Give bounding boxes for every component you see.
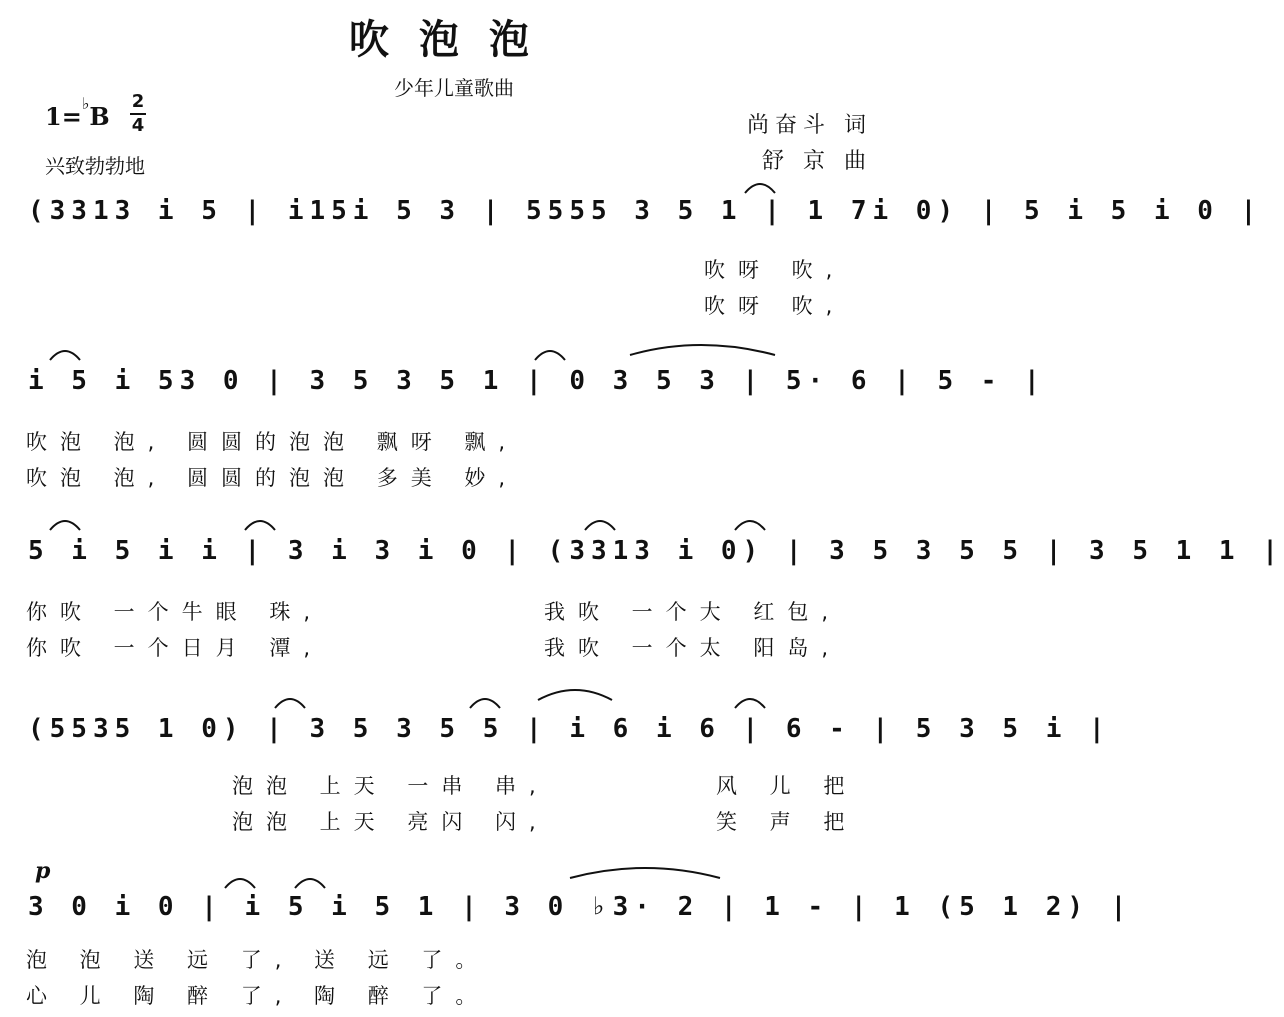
slur-14 [295, 879, 325, 888]
system-5-lyric-1: 泡 泡 送 远 了, 送 远 了。 [26, 948, 490, 972]
system-4-notes: (5535 1 0) | 3 5 3 5 5 | i 6 i 6 | 6 - | 5 3 5 i | [28, 714, 1111, 744]
system-3-lyric-4: 我吹 一个太 阳岛, [544, 636, 842, 660]
system-1-notes: (3313 i 5 | i15i 5 3 | 5555 3 5 1 | 1 7i 0) | 5 i 5 i 0 | [28, 196, 1263, 226]
song-title: 吹泡泡 [349, 16, 559, 63]
system-1-lyric-1: 吹呀 吹, [704, 258, 846, 282]
composer-credit: 舒 京 曲 [762, 149, 872, 174]
system-3-lyric-3: 我吹 一个大 红包, [544, 600, 842, 624]
slur-11 [538, 690, 612, 700]
time-top: 2 [131, 91, 145, 112]
system-4-lyric-2: 泡泡 上天 亮闪 闪, [232, 810, 549, 834]
key-note: B [89, 102, 110, 131]
system-3-notes: 5 i 5 i i | 3 i 3 i 0 | (3313 i 0) | 3 5 3 5 5 | 3 5 1 1 | [28, 536, 1284, 566]
slur-4 [630, 345, 775, 355]
slur-9 [275, 699, 305, 708]
system-2-lyric-1: 吹泡 泡, 圆圆的泡泡 飘呀 飘, [26, 430, 519, 454]
slur-3 [535, 351, 565, 360]
time-bottom: 4 [131, 115, 145, 136]
system-5-lyric-2: 心 儿 陶 醉 了, 陶 醉 了。 [26, 984, 490, 1008]
system-4-lyric-4: 笑 声 把 [716, 810, 858, 834]
flat-sign: ♭ [81, 94, 90, 113]
slur-13 [225, 879, 255, 888]
system-3-lyric-2: 你吹 一个日月 潭, [26, 636, 324, 660]
system-4-lyric-3: 风 儿 把 [716, 774, 858, 798]
slur-2 [50, 351, 80, 360]
slur-1 [745, 184, 775, 193]
slur-8 [735, 521, 765, 530]
song-subtitle: 少年儿童歌曲 [394, 76, 514, 100]
slur-12 [735, 699, 765, 708]
system-2-lyric-2: 吹泡 泡, 圆圆的泡泡 多美 妙, [26, 466, 519, 490]
system-5-notes: 3 0 i 0 | i 5 i 5 1 | 3 0 ♭3· 2 | 1 - | 1 (5 1 2) | [28, 892, 1133, 922]
slur-7 [585, 521, 615, 530]
system-4-lyric-1: 泡泡 上天 一串 串, [232, 774, 549, 798]
slur-15 [570, 868, 720, 878]
slur-10 [470, 699, 500, 708]
tempo-marking: 兴致勃勃地 [45, 154, 145, 178]
lyricist-credit: 尚奋斗 词 [747, 113, 872, 138]
system-1-lyric-2: 吹呀 吹, [704, 294, 846, 318]
slur-5 [50, 521, 80, 530]
system-3-lyric-1: 你吹 一个牛眼 珠, [26, 600, 324, 624]
key-prefix: 1= [45, 102, 82, 131]
system-2-notes: i 5 i 53 0 | 3 5 3 5 1 | 0 3 5 3 | 5· 6 | 5 - | [28, 366, 1046, 396]
dynamic-marking: p [35, 858, 51, 884]
slur-6 [245, 521, 275, 530]
